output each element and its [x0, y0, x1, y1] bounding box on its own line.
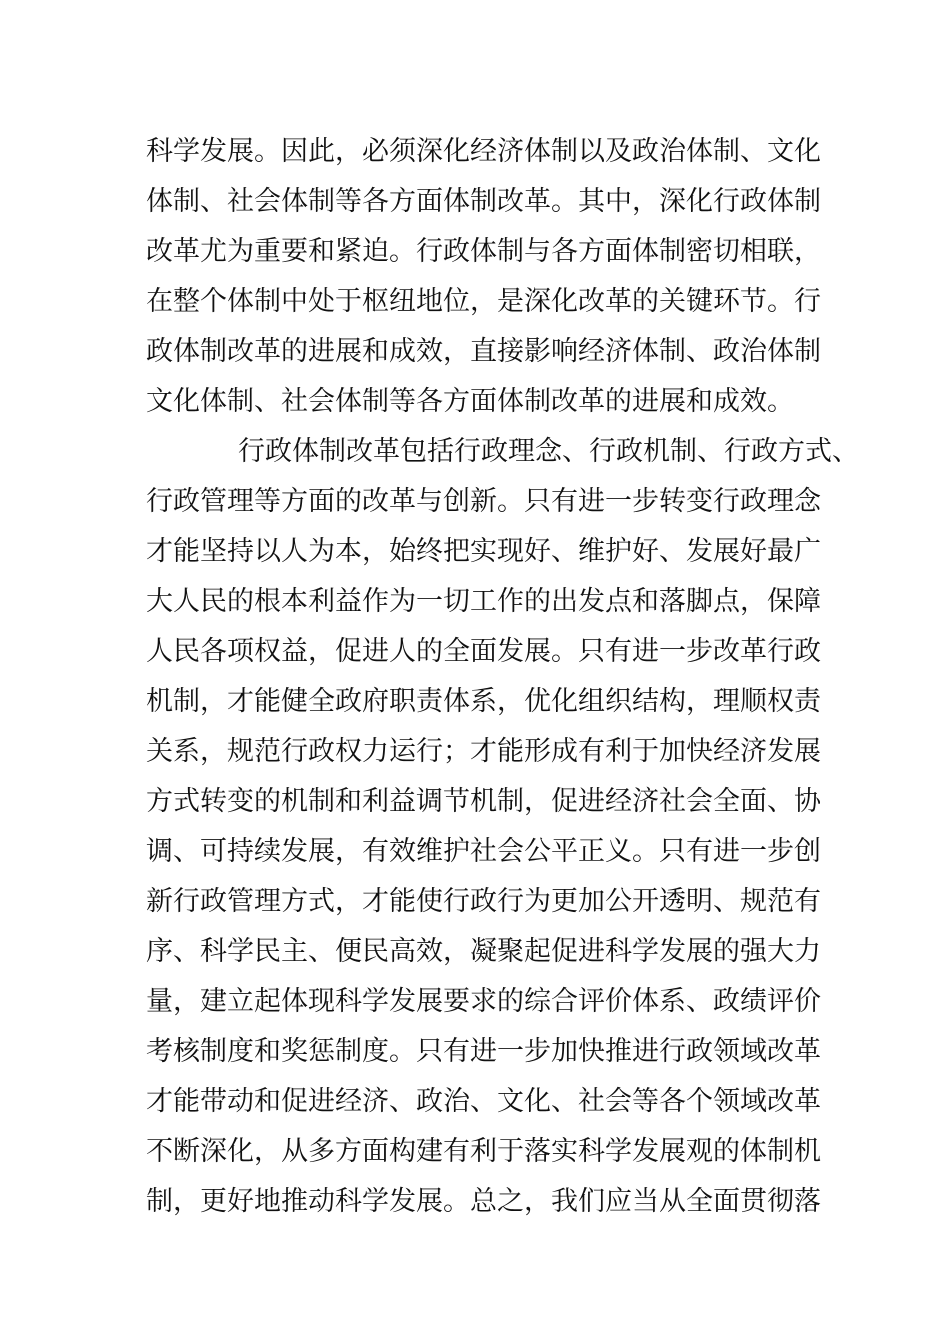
text-line: 机制，才能健全政府职责体系，优化组织结构，理顺权责	[146, 686, 821, 717]
text-line: 在整个体制中处于枢纽地位，是深化改革的关键环节。行	[146, 286, 821, 317]
text-line: 序、科学民主、便民高效，凝聚起促进科学发展的强大力	[146, 936, 821, 967]
text-line: 改革尤为重要和紧迫。行政体制与各方面体制密切相联，	[146, 236, 821, 267]
text-line: 人民各项权益，促进人的全面发展。只有进一步改革行政	[146, 636, 821, 667]
text-line: 行政体制改革包括行政理念、行政机制、行政方式、	[238, 436, 859, 467]
text-line: 方式转变的机制和利益调节机制，促进经济社会全面、协	[146, 786, 821, 817]
text-line: 不断深化，从多方面构建有利于落实科学发展观的体制机	[146, 1136, 821, 1167]
text-line: 新行政管理方式，才能使行政行为更加公开透明、规范有	[146, 886, 821, 917]
text-line: 大人民的根本利益作为一切工作的出发点和落脚点，保障	[146, 586, 821, 617]
text-line: 制，更好地推动科学发展。总之，我们应当从全面贯彻落	[146, 1186, 821, 1217]
text-line: 行政管理等方面的改革与创新。只有进一步转变行政理念	[146, 486, 821, 517]
text-line: 政体制改革的进展和成效，直接影响经济体制、政治体制	[146, 336, 821, 367]
text-line: 考核制度和奖惩制度。只有进一步加快推进行政领域改革	[146, 1036, 821, 1067]
text-line: 才能带动和促进经济、政治、文化、社会等各个领域改革	[146, 1086, 821, 1117]
text-line: 科学发展。因此，必须深化经济体制以及政治体制、文化	[146, 136, 821, 167]
text-line: 文化体制、社会体制等各方面体制改革的进展和成效。	[146, 386, 794, 417]
text-line: 体制、社会体制等各方面体制改革。其中，深化行政体制	[146, 186, 821, 217]
text-line: 才能坚持以人为本，始终把实现好、维护好、发展好最广	[146, 536, 821, 567]
text-line: 量，建立起体现科学发展要求的综合评价体系、政绩评价	[146, 986, 821, 1017]
text-line: 关系，规范行政权力运行；才能形成有利于加快经济发展	[146, 736, 821, 767]
text-line: 调、可持续发展，有效维护社会公平正义。只有进一步创	[146, 836, 821, 867]
